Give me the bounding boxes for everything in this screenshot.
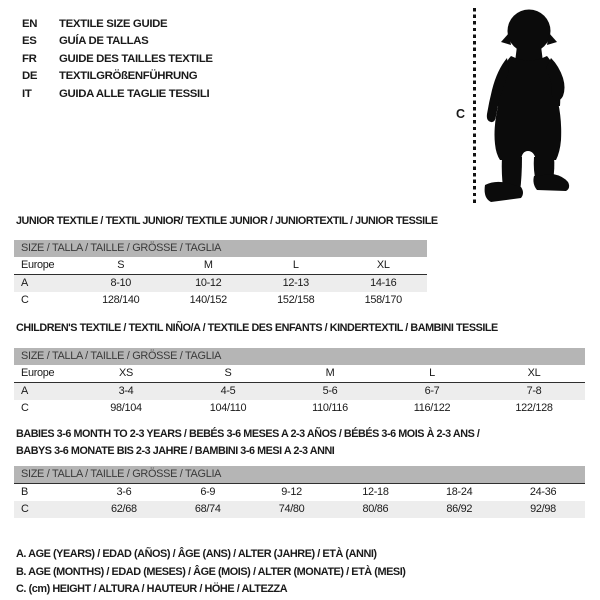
- size-cell: 86/92: [446, 503, 473, 515]
- legend-line-a: A. AGE (YEARS) / EDAD (AÑOS) / ÂGE (ANS) / ALTER (JAHRE) / ETÀ (ANNI): [16, 548, 377, 560]
- size-cell: 140/152: [189, 294, 227, 306]
- lang-code: IT: [22, 87, 32, 100]
- size-cell: 128/140: [102, 294, 140, 306]
- size-cell: L: [292, 259, 299, 271]
- size-cell: S: [224, 367, 232, 379]
- lang-row-it: [22, 86, 213, 103]
- size-cell: 152/158: [277, 294, 315, 306]
- lang-row-en: [22, 16, 213, 33]
- size-cell: 158/170: [364, 294, 402, 306]
- size-cell: 12-18: [362, 486, 389, 498]
- size-table-row: [14, 365, 585, 383]
- size-table-row: [14, 257, 427, 275]
- size-cell: 74/80: [278, 503, 305, 515]
- size-cell: M: [203, 259, 213, 271]
- row-label: C: [21, 402, 29, 414]
- size-cell: M: [325, 367, 335, 379]
- lang-title: GUIDE DES TAILLES TEXTILE: [59, 52, 213, 65]
- size-header-bar: SIZE / TALLA / TAILLE / GRÖSSE / TAGLIA: [14, 466, 585, 484]
- junior-section-title: JUNIOR TEXTILE / TEXTIL JUNIOR/ TEXTILE JUNIOR / JUNIORTEXTIL / JUNIOR TESSILE: [16, 215, 438, 227]
- size-cell: 116/122: [413, 402, 451, 414]
- lang-title: TEXTILE SIZE GUIDE: [59, 18, 168, 30]
- size-table-row: [14, 484, 585, 501]
- size-cell: 68/74: [194, 503, 221, 515]
- size-cell: 3-4: [118, 385, 134, 397]
- size-cell: 98/104: [110, 402, 142, 414]
- babies-title-line1: BABIES 3-6 MONTH TO 2-3 YEARS / BEBÉS 3-6 MESES A 2-3 AÑOS / BÉBÉS 3-6 MOIS À 2-3 ANS /: [16, 428, 480, 440]
- size-cell: 12-13: [282, 277, 309, 289]
- size-cell: XL: [376, 259, 390, 271]
- size-cell: 122/128: [515, 402, 553, 414]
- size-table-row: [14, 292, 427, 309]
- size-table-row: [14, 383, 585, 400]
- measure-legend: [16, 546, 405, 599]
- size-table-row: [14, 275, 427, 292]
- size-header-bar: SIZE / TALLA / TAILLE / GRÖSSE / TAGLIA: [14, 240, 427, 257]
- row-label: A: [21, 385, 28, 397]
- lang-code: DE: [22, 70, 38, 83]
- size-cell: 8-10: [110, 277, 132, 289]
- children-size-table: [14, 348, 585, 417]
- size-cell: 18-24: [446, 486, 473, 498]
- legend-line-c: C. (cm) HEIGHT / ALTURA / HAUTEUR / HÖHE / ALTEZZA: [16, 583, 288, 596]
- lang-code: ES: [22, 35, 37, 48]
- size-cell: S: [117, 259, 125, 271]
- lang-row-fr: [22, 51, 213, 68]
- size-cell: 62/68: [111, 503, 137, 515]
- size-cell: 6-7: [424, 385, 440, 397]
- size-header-bar: SIZE / TALLA / TAILLE / GRÖSSE / TAGLIA: [14, 348, 585, 365]
- size-cell: 92/98: [530, 503, 556, 515]
- lang-code: EN: [22, 18, 38, 30]
- row-label: Europe: [21, 367, 55, 379]
- row-label: C: [21, 503, 29, 515]
- baby-silhouette-icon: [481, 8, 573, 206]
- size-cell: 7-8: [526, 385, 542, 397]
- size-cell: 14-16: [370, 277, 397, 289]
- size-cell: 5-6: [322, 385, 338, 397]
- language-title-list: [22, 16, 213, 103]
- size-cell: 6-9: [200, 486, 216, 498]
- size-cell: 104/110: [209, 402, 247, 414]
- size-cell: 24-36: [529, 486, 557, 498]
- row-label: C: [21, 294, 29, 306]
- size-cell: 4-5: [220, 385, 236, 397]
- babies-title-line2: BABYS 3-6 MONATE BIS 2-3 JAHRE / BAMBINI 3-6 MESI A 2-3 ANNI: [16, 444, 335, 457]
- size-cell: 80/86: [362, 503, 389, 515]
- babies-section-title: [16, 426, 479, 459]
- row-label: B: [21, 486, 28, 498]
- lang-title: GUÍA DE TALLAS: [59, 35, 149, 48]
- children-section-title: CHILDREN'S TEXTILE / TEXTIL NIÑO/A / TEXTILE DES ENFANTS / KINDERTEXTIL / BAMBINI TESSILE: [16, 322, 498, 334]
- size-cell: XL: [527, 367, 541, 379]
- row-label: A: [21, 277, 28, 289]
- lang-row-de: [22, 68, 213, 85]
- size-cell: 10-12: [195, 277, 222, 289]
- measure-c-label: C: [456, 107, 466, 121]
- row-label: Europe: [21, 259, 55, 271]
- size-cell: L: [429, 367, 435, 379]
- babies-size-table: [14, 466, 585, 518]
- height-measure-dashed-line: [473, 8, 476, 206]
- lang-title: GUIDA ALLE TAGLIE TESSILI: [59, 87, 210, 100]
- junior-size-table: [14, 240, 427, 309]
- legend-line-b: B. AGE (MONTHS) / EDAD (MESES) / ÂGE (MOIS) / ALTER (MONATE) / ETÀ (MESI): [16, 565, 406, 578]
- size-cell: XS: [119, 367, 133, 379]
- size-cell: 110/116: [312, 402, 348, 414]
- lang-row-es: [22, 33, 213, 50]
- lang-title: TEXTILGRÖßENFÜHRUNG: [59, 70, 198, 83]
- size-cell: 3-6: [116, 486, 132, 498]
- size-table-row: [14, 501, 585, 518]
- size-table-row: [14, 400, 585, 417]
- size-cell: 9-12: [281, 486, 302, 498]
- lang-code: FR: [22, 52, 37, 65]
